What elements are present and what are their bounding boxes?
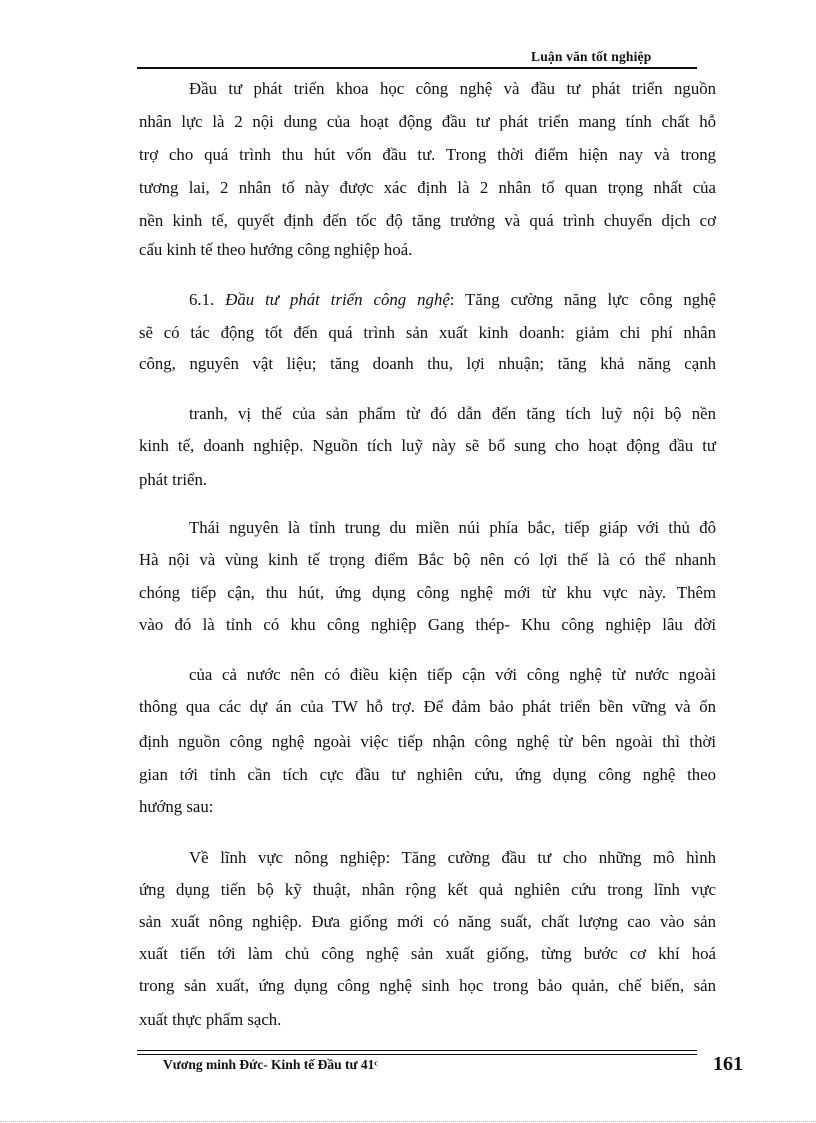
- text-line: gian tới tỉnh cần tích cực đầu tư nghiên cứu, ứng dụng công nghệ theo: [139, 765, 716, 784]
- text-line: tranh, vị thế của sản phẩm từ đó dẫn đến tăng tích luỹ nội bộ nền: [189, 404, 716, 423]
- text-line: hướng sau:: [139, 797, 214, 816]
- section-heading: Đầu tư phát triển công nghệ: [225, 290, 450, 309]
- text-line: nền kinh tế, quyết định đến tốc độ tăng trưởng và quá trình chuyển dịch cơ: [139, 211, 716, 230]
- text-line: thông qua các dự án của TW hỗ trợ. Để đảm bảo phát triển bền vững và ổn: [139, 697, 716, 716]
- page-bottom-dotted-border: [0, 1121, 816, 1122]
- text-line: của cả nước nên có điều kiện tiếp cận với công nghệ từ nước ngoài: [189, 665, 716, 684]
- text-line: kinh tế, doanh nghiệp. Nguồn tích luỹ này sẽ bổ sung cho hoạt động đầu tư: [139, 436, 716, 455]
- section-heading-line: [189, 290, 716, 310]
- text-line: tương lai, 2 nhân tố này được xác định là 2 nhân tố quan trọng nhất của: [139, 178, 716, 197]
- text-line: trong sản xuất, ứng dụng công nghệ sinh học trong bảo quản, chế biến, sản: [139, 976, 716, 995]
- text-line: Đầu tư phát triển khoa học công nghệ và đầu tư phát triển nguồn: [189, 79, 716, 98]
- text-line: vào đó là tỉnh có khu công nghiệp Gang thép- Khu công nghiệp lâu đời: [139, 615, 716, 634]
- text-line: Về lĩnh vực nông nghiệp: Tăng cường đầu tư cho những mô hình: [189, 848, 716, 867]
- header-rule: [137, 67, 697, 69]
- footer-rule: [137, 1050, 697, 1051]
- text-line: phát triển.: [139, 470, 208, 489]
- text-line: công, nguyên vật liệu; tăng doanh thu, lợi nhuận; tăng khả năng cạnh: [139, 354, 716, 373]
- text-line: xuất thực phẩm sạch.: [139, 1010, 282, 1029]
- text-line: định nguồn công nghệ ngoài việc tiếp nhận công nghệ từ bên ngoài thì thời: [139, 732, 716, 751]
- text-line: ứng dụng tiến bộ kỹ thuật, nhân rộng kết quả nghiên cứu trong lĩnh vực: [139, 880, 716, 899]
- text-line: trợ cho quá trình thu hút vốn đầu tư. Trong thời điểm hiện nay và trong: [139, 145, 716, 164]
- section-number: 6.1.: [189, 290, 226, 309]
- footer-rule: [137, 1054, 697, 1055]
- text-line: sản xuất nông nghiệp. Đưa giống mới có năng suất, chất lượng cao vào sản: [139, 912, 716, 931]
- page-number: 161: [713, 1053, 743, 1075]
- text-line: nhân lực là 2 nội dung của hoạt động đầu tư phát triển mang tính chất hỗ: [139, 112, 716, 131]
- running-header-title: Luận văn tốt nghiệp: [531, 49, 652, 64]
- section-heading-rest: : Tăng cường năng lực công nghệ: [449, 290, 716, 309]
- text-line: Hà nội và vùng kinh tế trọng điểm Bắc bộ nên có lợi thế là có thể nhanh: [139, 550, 716, 569]
- footer-author: Vương minh Đức- Kinh tế Đầu tư 41ᶜ: [163, 1057, 378, 1072]
- text-line: chóng tiếp cận, thu hút, ứng dụng công nghệ mới từ khu vực này. Thêm: [139, 583, 716, 602]
- text-line: sẽ có tác động tốt đến quá trình sản xuất kinh doanh: giảm chi phí nhân: [139, 323, 716, 342]
- text-line: cấu kinh tế theo hướng công nghiệp hoá.: [139, 240, 413, 259]
- text-line: xuất tiến tới làm chủ công nghệ sản xuất giống, từng bước cơ khí hoá: [139, 944, 716, 963]
- text-line: Thái nguyên là tỉnh trung du miền núi phía bắc, tiếp giáp với thủ đô: [189, 518, 716, 537]
